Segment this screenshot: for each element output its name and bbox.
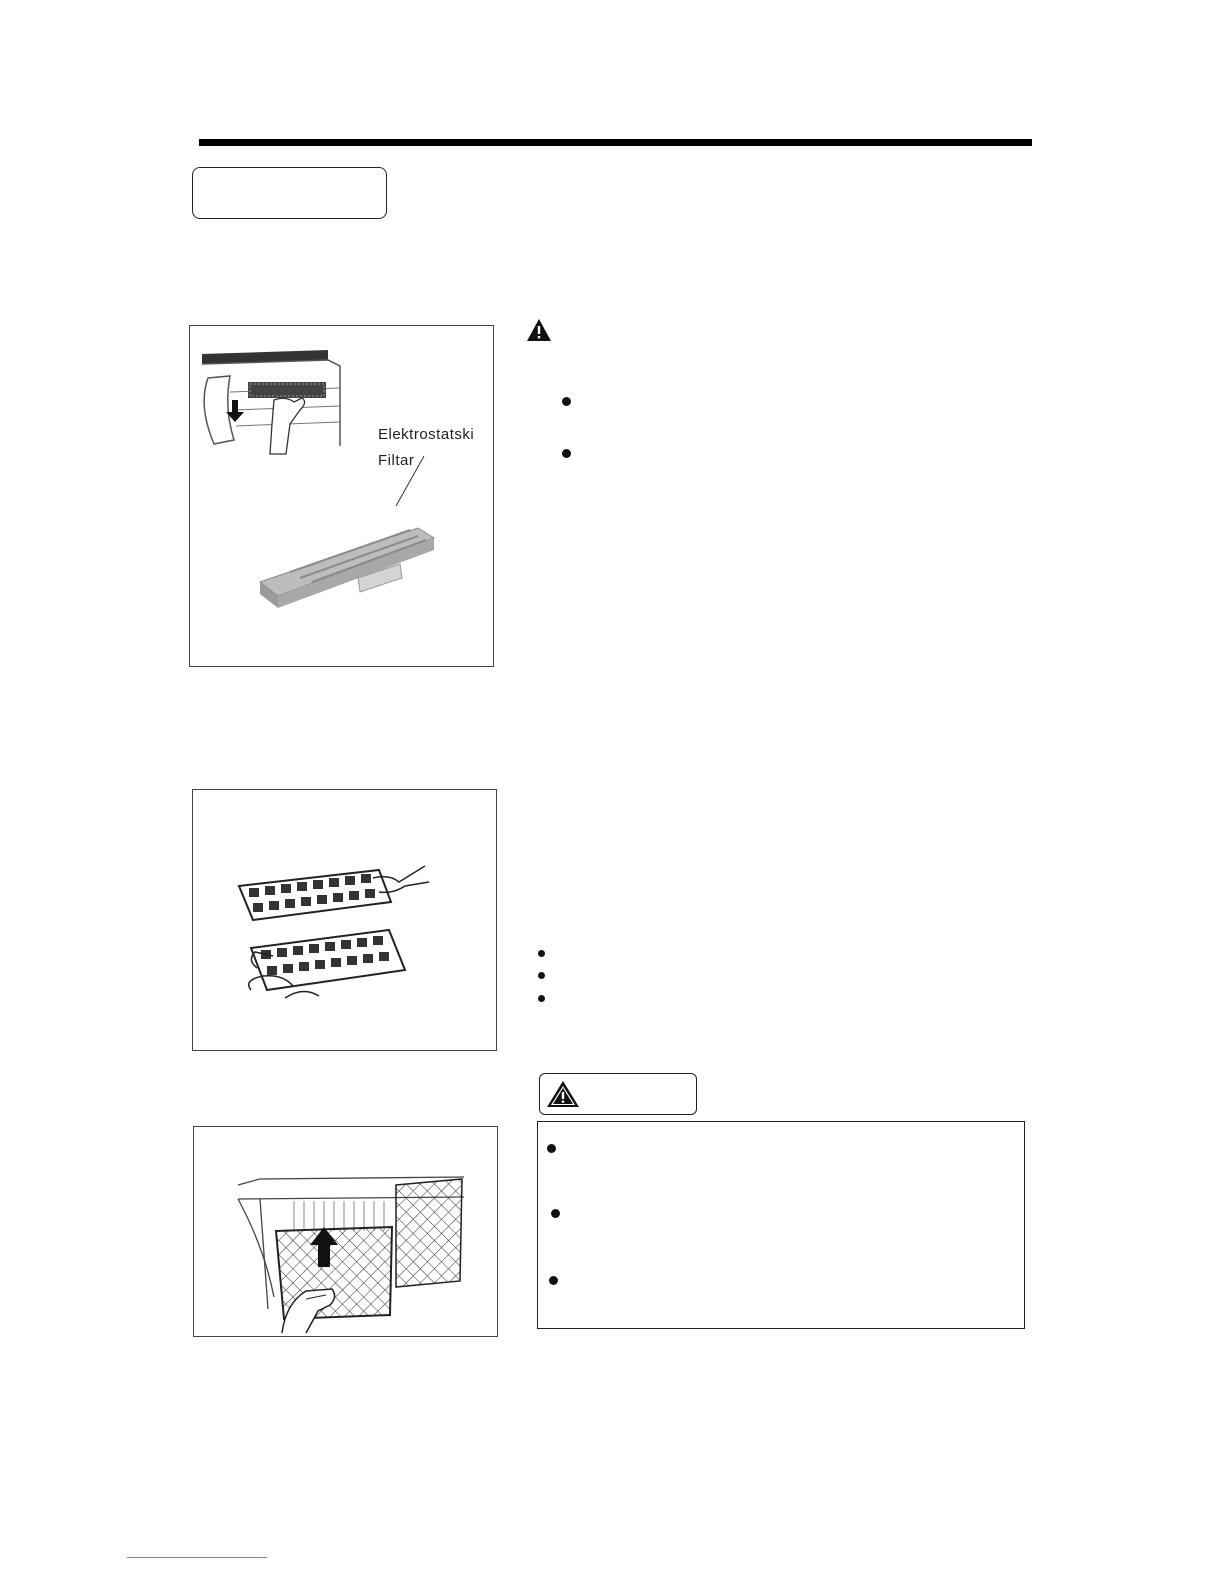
bullet-icon [547, 1144, 556, 1153]
filter-cleaning-illustration [193, 790, 496, 1050]
warning-triangle-icon [526, 318, 552, 342]
filter-install-illustration [194, 1127, 497, 1336]
footer-link-underline[interactable] [127, 1557, 267, 1558]
figure-electrostatic-filter [189, 325, 494, 667]
header-rule [199, 139, 1032, 146]
filter-removal-illustration [190, 326, 493, 666]
warning-tab [539, 1073, 697, 1115]
section-title-box [192, 167, 387, 219]
figure-label-line1: Elektrostatski [378, 426, 475, 443]
figure-label-line2: Filtar [378, 452, 415, 469]
bullet-icon [538, 972, 545, 979]
figure-filter-install [193, 1126, 498, 1337]
bullet-icon [551, 1209, 560, 1218]
bullet-icon [549, 1276, 558, 1285]
bullet-icon [538, 950, 545, 957]
warning-box [537, 1121, 1025, 1329]
bullet-icon [562, 449, 571, 458]
figure-filter-cleaning [192, 789, 497, 1051]
bullet-icon [538, 995, 545, 1002]
bullet-icon [562, 397, 571, 406]
warning-triangle-icon [546, 1080, 580, 1108]
